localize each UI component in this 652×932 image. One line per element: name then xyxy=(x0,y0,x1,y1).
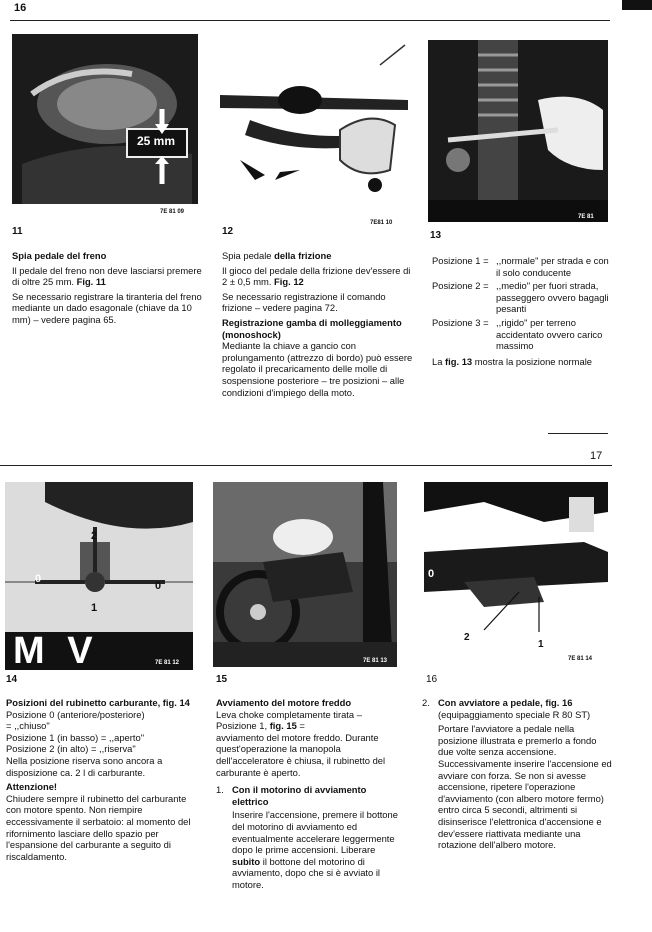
fuel-tap-line-3: Posizione 1 (in basso) = ,,aperto" xyxy=(6,731,145,743)
figure-14-brand-lettering: M V xyxy=(13,630,99,670)
page-edge-mark xyxy=(622,0,652,10)
figure-14-mark-left: 0 xyxy=(35,573,42,585)
section-monoshock-title: Registrazione gamba di molleggiamento (monoshock) xyxy=(222,316,402,340)
figure-12-code: 7E81 10 xyxy=(370,220,393,226)
figure-15-code: 7E 81 13 xyxy=(363,658,388,664)
electric-start-item: 1. Con il motorino di avviamento elettrico Inserire l'accensione, premere il bottone del motorino di avviamento ed eventualmente accelerare leggermente dopo le prime accensioni. Liberare subito il bottone del motorino di avviamento, dopo che si è avviato il motore. xyxy=(216,784,404,893)
section-cold-start-title: Avviamento del motore freddo xyxy=(216,697,352,708)
figure-13-number: 13 xyxy=(430,230,442,241)
section-clutch-pedal xyxy=(222,250,414,401)
section-shock-positions xyxy=(432,255,612,370)
brake-pedal-para-1: Il pedale del freno non deve lasciarsi premere di oltre 25 mm. Fig. 11 xyxy=(12,264,202,288)
figure-14-mark-bottom: 1 xyxy=(91,602,98,614)
kick-start-subtitle: (equipaggiamento speciale R 80 ST) xyxy=(438,708,591,720)
cold-start-para: avviamento del motore freddo. Durante quest'operazione la manopola dell'acceleratore è chiusa, il rubinetto del carburante è aperto. xyxy=(216,731,386,778)
page-17-header-rule xyxy=(0,465,612,466)
section-fuel-tap-title: Posizioni del rubinetto carburante, fig. 14 xyxy=(6,697,190,708)
figure-11-photo xyxy=(12,34,198,204)
figure-14-mark-top: 2 xyxy=(91,530,98,542)
figure-15-number: 15 xyxy=(216,674,228,685)
attention-para: Chiudere sempre il rubinetto del carburante con motore spento. Non riempire eccessivamente il serbatoio: al momento del rifornimento lasciare dello spazio per l'espansione del carburante a seguito di riscaldamento. xyxy=(6,792,191,862)
kick-start-para: Portare l'avviatore a pedale nella posizione illustrata e premerlo a fondo due volte senza accensione. Successivamente inserire l'accensione ed avviare con forza. Se non si avesse accensione, ripetere l'operazione d'avviamento (con albero motore fermo) entro circa 5 secondi, altrimenti si disinserisce l'elettronica d'accensione e dev'essere riattivata mediante una rotazione dell'albero motore. xyxy=(438,723,612,851)
figure-16-mark-zero: 0 xyxy=(428,568,435,580)
page-17-short-rule xyxy=(548,433,608,434)
section-brake-pedal xyxy=(12,250,202,329)
monoshock-para: Mediante la chiave a gancio con prolungamento (attrezzo di bordo) può essere regolato il precaricamento delle molle di sospensione posteriore – tre posizioni – alle condizioni d'impiego della moto. xyxy=(222,340,413,398)
figure-14-code: 7E 81 12 xyxy=(155,660,180,666)
fuel-tap-reserve-para: Nella posizione riserva sono ancora a disposizione ca. 2 l di carburante. xyxy=(6,754,163,778)
kick-start-title: Con avviatore a pedale, fig. 16 xyxy=(438,697,573,708)
figure-12-number: 12 xyxy=(222,226,234,237)
figure-11-code: 7E 81 09 xyxy=(160,209,185,215)
figure-16-number: 16 xyxy=(426,674,438,685)
figure-16-mark-1: 1 xyxy=(538,639,544,650)
page-number-top: 16 xyxy=(14,2,27,14)
section-fuel-tap xyxy=(6,697,198,865)
header-rule xyxy=(10,20,610,21)
section-brake-pedal-title: Spia pedale del freno xyxy=(12,250,107,261)
shock-position-2: Posizione 2 = ,,medio" per fuori strada, passeggero ovvero bagagli pesanti xyxy=(432,280,609,315)
brake-pedal-para-2: Se necessario registrare la tiranteria del freno mediante un dado esagonale (chiave da 10 mm) – vedere pagina 65. xyxy=(12,290,202,325)
section-kick-start xyxy=(422,697,612,854)
section-cold-start xyxy=(216,697,404,894)
figure-13-photo xyxy=(428,40,608,222)
electric-start-title: Con il motorino di avviamento elettrico xyxy=(232,784,367,807)
electric-start-para: Inserire l'accensione, premere il bottone del motorino di avviamento ed eventualmente accelerare leggermente dopo le prime accensioni. Liberare subito il bottone del motorino di avviamento, dopo che si è avviato il motore. xyxy=(232,809,398,890)
figure-14-number: 14 xyxy=(6,674,18,685)
figure-11-number: 11 xyxy=(12,226,23,237)
figure-16-mark-2: 2 xyxy=(464,632,470,643)
section-clutch-title: Spia pedale della frizione xyxy=(222,250,332,261)
figure-16-photo xyxy=(424,482,608,636)
figure-15-photo xyxy=(213,482,397,667)
kick-start-item: 2. Con avviatore a pedale, fig. 16 (equipaggiamento speciale R 80 ST) Portare l'avviatore a pedale nella posizione illustrata e premerlo a fondo due volte senza accensione. Successivamente inserire l'accensione ed avviare con forza. Se non si avesse accensione, ripetere l'operazione d'avviamento (con albero motore fermo) entro circa 5 secondi, altrimenti si disinserisce l'elettronica d'accensione e dev'essere riattivata mediante una rotazione dell'albero motore. xyxy=(422,697,612,851)
fuel-tap-line-1: Posizione 0 (anteriore/posteriore) xyxy=(6,708,145,720)
cold-start-line-1: Leva choke completamente tirata – xyxy=(216,708,362,720)
fuel-tap-line-2: = ,,chiuso" xyxy=(6,720,50,732)
figure-14-photo xyxy=(5,482,193,670)
figure-13-code: 7E 81 xyxy=(578,214,594,220)
figure-14-mark-right: 0 xyxy=(155,580,162,592)
figure-12-photo xyxy=(220,40,408,215)
figure-11-measure-label: 25 mm xyxy=(137,134,176,148)
cold-start-line-2: Posizione 1, fig. 15 = xyxy=(216,720,305,732)
figure-16-code: 7E 81 14 xyxy=(568,656,593,662)
clutch-para-1: Il gioco del pedale della frizione dev'essere di 2 ± 0,5 mm. Fig. 12 xyxy=(222,264,411,288)
fuel-tap-line-4: Posizione 2 (in alto) = ,,riserva" xyxy=(6,743,136,755)
shock-position-1: Posizione 1 = ,,normale" per strada e con il solo conducente xyxy=(432,255,609,278)
page-number-bottom: 17 xyxy=(590,450,603,462)
clutch-para-2: Se necessario registrazione il comando frizione – vedere pagina 72. xyxy=(222,290,386,314)
shock-position-note: La fig. 13 mostra la posizione normale xyxy=(432,355,592,367)
shock-position-3: Posizione 3 = ,,rigido" per terreno accidentato ovvero carico massimo xyxy=(432,316,603,352)
attention-heading: Attenzione! xyxy=(6,781,58,793)
